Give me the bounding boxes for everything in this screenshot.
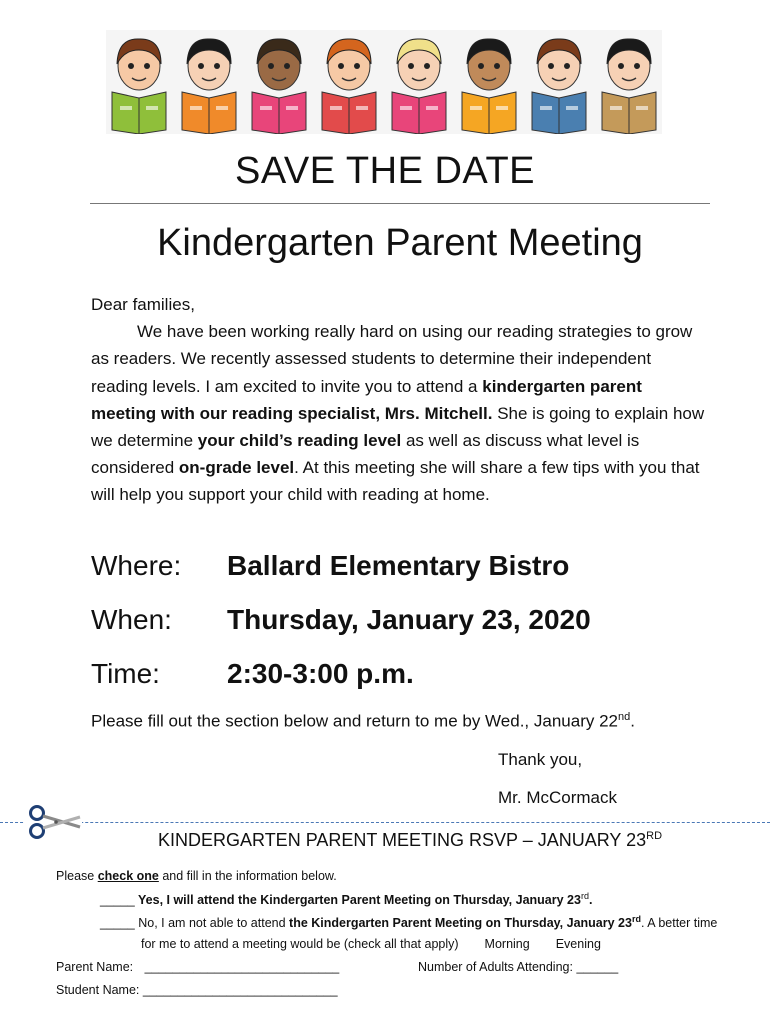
letter-text: as well as discuss what level is considered: [91, 431, 640, 478]
page-title: SAVE THE DATE: [234, 150, 536, 192]
return-sup: nd: [617, 711, 631, 723]
greeting: Dear families,: [91, 295, 195, 314]
title-divider: [90, 203, 710, 204]
return-text: Please fill out the section below and return to me by Wed., January 22: [91, 711, 618, 731]
letter-bold-invite: kindergarten parent meeting with our reading specialist, Mrs. Mitchell.: [91, 376, 642, 423]
where-label: Where:: [91, 550, 182, 581]
yes-end: .: [588, 893, 593, 908]
rsvp-no-option: [100, 914, 717, 930]
return-instructions: [91, 711, 635, 732]
letter-paragraph: [91, 318, 711, 508]
child-reading-icon: [386, 30, 452, 134]
evening-option[interactable]: Evening: [555, 937, 601, 951]
time-value: 2:30-3:00 p.m.: [227, 658, 414, 689]
letter-text: . At this meeting she will share a few tips with you that will help you support your child with reading at home.: [91, 458, 700, 505]
student-name-line[interactable]: ____________________________: [142, 983, 338, 997]
rsvp-yes-option: [100, 891, 592, 907]
rsvp-title-sup: RD: [646, 830, 663, 842]
adults-line[interactable]: ______: [576, 960, 619, 974]
when-label: When:: [91, 604, 172, 635]
instruction-text: Please: [56, 869, 98, 883]
scissors-icon: [24, 802, 82, 842]
instruction-check-one: check one: [97, 869, 159, 883]
better-time-line: [141, 937, 601, 951]
morning-option[interactable]: Morning: [484, 937, 530, 951]
thanks: Thank you,: [498, 750, 583, 769]
student-name-field: [56, 983, 338, 997]
child-reading-icon: [596, 30, 662, 134]
child-reading-icon: [526, 30, 592, 134]
letter-text: We have been working really hard on using our reading strategies to grow as readers. We recently assessed students to determine their independent reading levels. I am excited to invite you to attend a: [91, 322, 693, 396]
instruction-text: and fill in the information below.: [158, 869, 337, 883]
no-bold-text: the Kindergarten Parent Meeting on Thursday, January 23: [289, 916, 632, 931]
adults-attending-field: [418, 960, 618, 974]
letter-body: [91, 291, 711, 509]
signature: Mr. McCormack: [498, 788, 617, 807]
time-label: Time:: [91, 658, 160, 689]
child-reading-icon: [456, 30, 522, 134]
yes-sup: rd: [580, 891, 589, 901]
child-reading-icon: [246, 30, 312, 134]
letter-text: She is going to explain how we determine: [91, 403, 705, 451]
letter-bold-on-grade: on-grade level: [178, 458, 295, 478]
adults-label: Number of Adults Attending:: [418, 960, 573, 974]
no-sup: rd: [631, 914, 641, 924]
rsvp-title-text: KINDERGARTEN PARENT MEETING RSVP – JANUARY 23: [158, 830, 647, 850]
page-subtitle: Kindergarten Parent Meeting: [157, 222, 643, 264]
parent-name-field: [56, 960, 339, 974]
rsvp-instruction: [56, 869, 337, 883]
no-post-text: . A better time: [640, 916, 718, 931]
child-reading-icon: [106, 30, 172, 134]
child-reading-icon: [316, 30, 382, 134]
children-reading-banner: [106, 30, 662, 134]
child-reading-icon: [176, 30, 242, 134]
cut-line: [0, 822, 770, 823]
yes-text: Yes, I will attend the Kindergarten Parent Meeting on Thursday, January 23: [134, 893, 581, 908]
no-text: No, I am not able to attend: [134, 916, 290, 931]
better-time-text: for me to attend a meeting would be (check all that apply): [141, 937, 459, 951]
rsvp-title: [158, 830, 662, 851]
letter-bold-reading-level: your child’s reading level: [197, 431, 402, 451]
parent-name-label: Parent Name:: [56, 960, 134, 974]
when-value: Thursday, January 23, 2020: [227, 604, 591, 635]
return-end: .: [630, 711, 635, 731]
yes-checkbox-blank[interactable]: _____: [100, 893, 135, 908]
where-value: Ballard Elementary Bistro: [227, 550, 570, 581]
no-checkbox-blank[interactable]: _____: [100, 916, 135, 931]
parent-name-line[interactable]: ____________________________: [144, 960, 340, 974]
student-name-label: Student Name:: [56, 983, 140, 997]
